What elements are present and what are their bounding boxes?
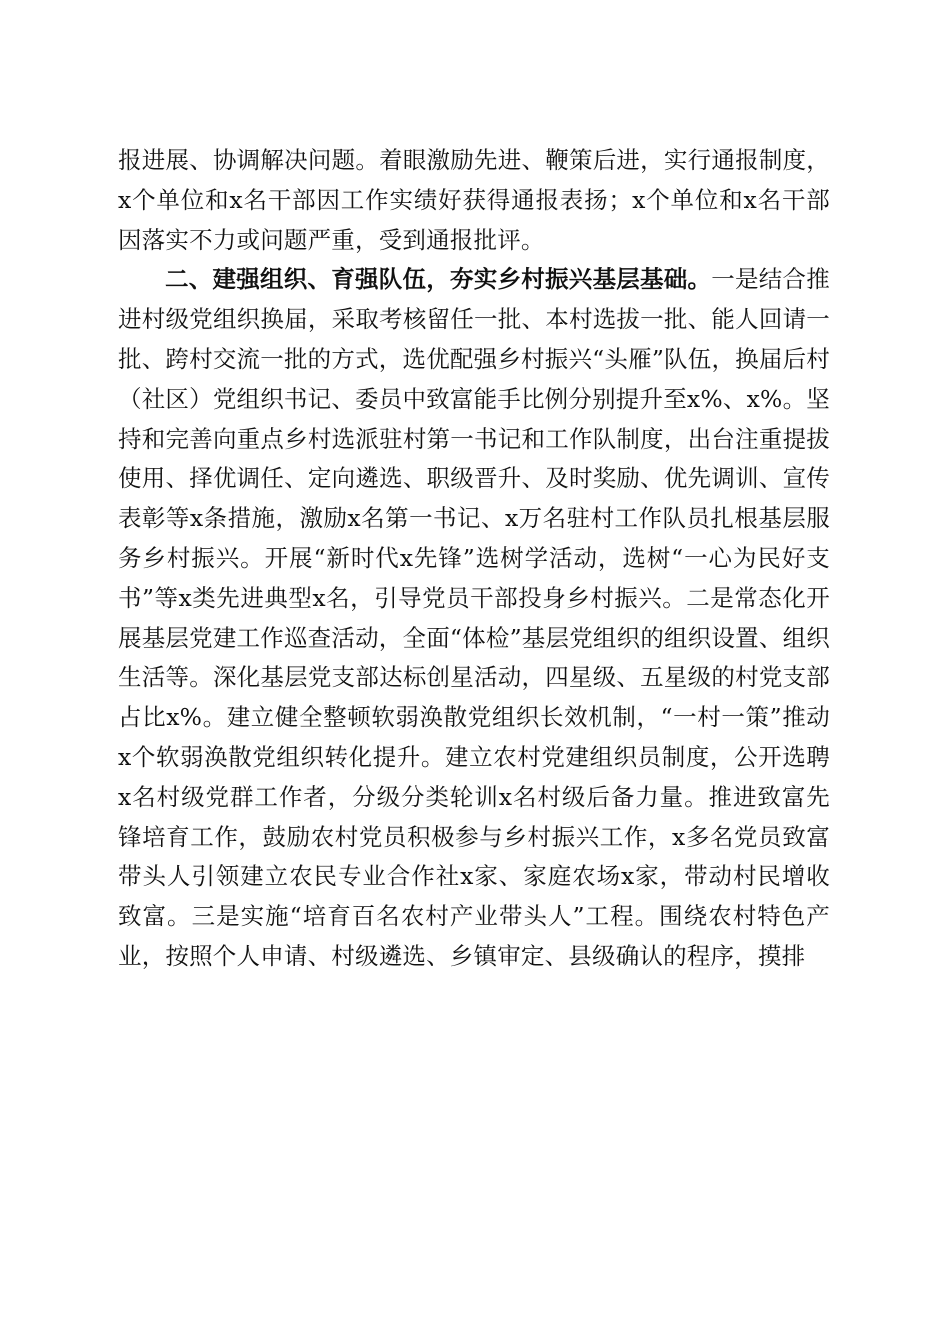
- section-paragraph: [118, 260, 830, 976]
- section-body-text: 一是结合推进村级党组织换届，采取考核留任一批、本村选拔一批、能人回请一批、跨村交流一批的方式，选优配强乡村振兴“头雁”队伍，换届后村（社区）党组织书记、委员中致富能手比例分别提升至x%、x%。坚持和完善向重点乡村选派驻村第一书记和工作队制度，出台注重提拔使用、择优调任、定向遴选、职级晋升、及时奖励、优先调训、宣传表彰等x条措施，激励x名第一书记、x万名驻村工作队员扎根基层服务乡村振兴。开展“新时代x先锋”选树学活动，选树“一心为民好支书”等x类先进典型x名，引导党员干部投身乡村振兴。二是常态化开展基层党建工作巡查活动，全面“体检”基层党组织的组织设置、组织生活等。深化基层党支部达标创星活动，四星级、五星级的村党支部占比x%。建立健全整顿软弱涣散党组织长效机制，“一村一策”推动x个软弱涣散党组织转化提升。建立农村党建组织员制度，公开选聘x名村级党群工作者，分级分类轮训x名村级后备力量。推进致富先锋培育工作，鼓励农村党员积极参与乡村振兴工作，x多名党员致富带头人引领建立农民专业合作社x家、家庭农场x家，带动村民增收致富。三是实施“培育百名农村产业带头人”工程。围绕农村特色产业，按照个人申请、村级遴选、乡镇审定、县级确认的程序，摸排: [118, 265, 831, 970]
- paragraph-continued: [118, 141, 830, 260]
- document-body: [118, 141, 830, 977]
- paragraph-continued-text: 报进展、协调解决问题。着眼激励先进、鞭策后进，实行通报制度，x个单位和x名干部因工作实绩好获得通报表扬；x个单位和x名干部因落实不力或问题严重，受到通报批评。: [118, 146, 830, 254]
- section-heading: 二、建强组织、育强队伍，夯实乡村振兴基层基础。: [165, 265, 712, 294]
